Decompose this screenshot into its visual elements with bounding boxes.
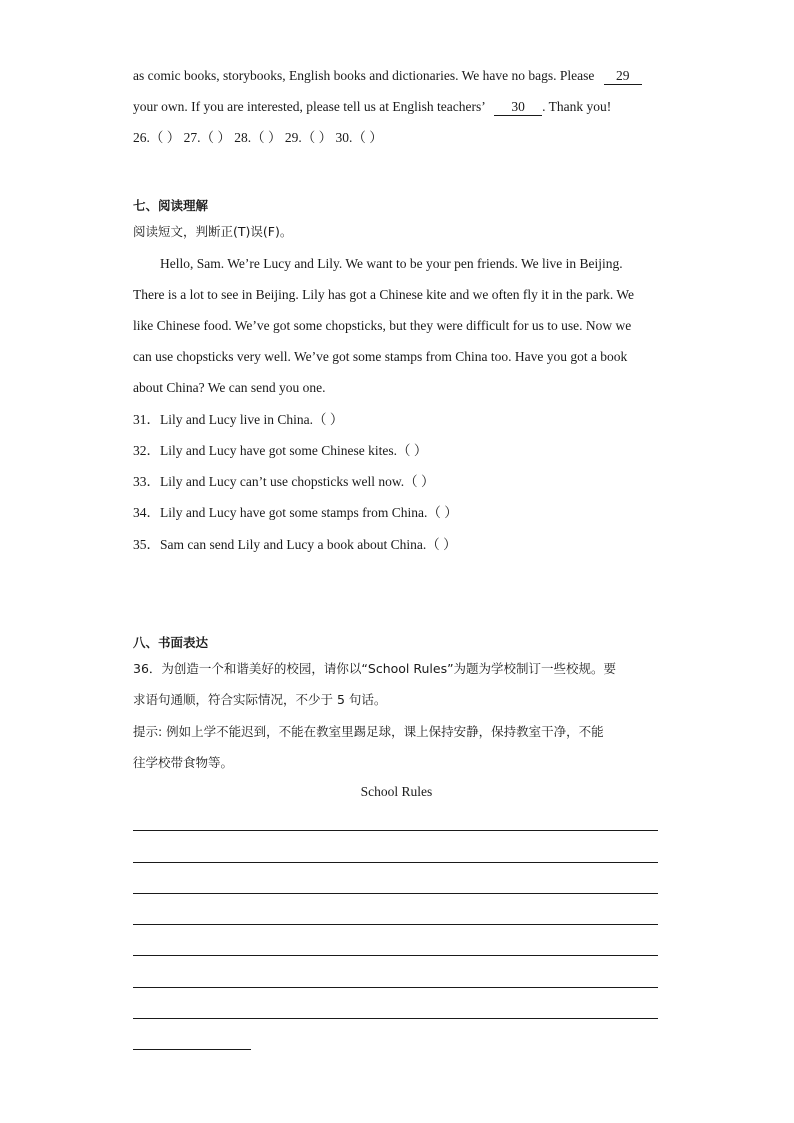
writing-hint-line-1: 提示: 例如上学不能迟到，不能在教室里踢足球，课上保持安静，保持教室干净，不能 <box>133 724 604 739</box>
cloze-text: as comic books, storybooks, English books and dictionaries. We have no bags. Please <box>133 68 595 83</box>
question-33: 33．Lily and Lucy can’t use chopsticks well now.（ ） <box>133 474 435 489</box>
section-heading-writing: 八、书面表达 <box>133 635 209 650</box>
passage-line: like Chinese food. We’ve got some chopsticks, but they were difficult for us to use. Now we <box>133 318 632 333</box>
passage-line: There is a lot to see in Beijing. Lily has got a Chinese kite and we often fly it in the park. We <box>133 287 635 302</box>
cloze-text: . Thank you! <box>542 99 612 114</box>
writing-line <box>133 893 658 894</box>
question-31: 31．Lily and Lucy live in China.（ ） <box>133 412 344 427</box>
writing-line <box>133 830 658 831</box>
question-32: 32．Lily and Lucy have got some Chinese kites.（ ） <box>133 443 428 458</box>
question-34: 34．Lily and Lucy have got some stamps from China.（ ） <box>133 505 458 520</box>
writing-prompt-line-1: 36．为创造一个和谐美好的校园，请你以“School Rules”为题为学校制订一些校规。要 <box>133 661 617 676</box>
section-heading-reading: 七、阅读理解 <box>133 198 209 213</box>
cloze-line-2 <box>133 97 611 117</box>
question-35: 35．Sam can send Lily and Lucy a book about China.（ ） <box>133 537 457 552</box>
writing-prompt-line-2: 求语句通顺，符合实际情况，不少于 5 句话。 <box>133 692 387 707</box>
writing-hint-line-2: 往学校带食物等。 <box>133 755 234 770</box>
writing-line <box>133 1018 658 1019</box>
writing-line-short <box>133 1049 251 1050</box>
blank-29: 29 <box>604 68 642 85</box>
writing-title: School Rules <box>360 784 433 799</box>
writing-line <box>133 987 658 988</box>
writing-line <box>133 955 658 956</box>
writing-line <box>133 924 658 925</box>
passage-line: about China? We can send you one. <box>133 380 326 395</box>
blank-30: 30 <box>494 99 542 116</box>
passage-line: Hello, Sam. We’re Lucy and Lily. We want to be your pen friends. We live in Beijing. <box>160 256 623 271</box>
reading-instruction: 阅读短文，判断正(T)误(F)。 <box>133 224 293 239</box>
writing-line <box>133 862 658 863</box>
answer-slots: 26.（ ） 27.（ ） 28.（ ） 29.（ ） 30.（ ） <box>133 130 383 145</box>
cloze-text: your own. If you are interested, please tell us at English teachers’ <box>133 99 485 114</box>
passage-line: can use chopsticks very well. We’ve got some stamps from China too. Have you got a book <box>133 349 628 364</box>
cloze-line-1 <box>133 66 642 86</box>
